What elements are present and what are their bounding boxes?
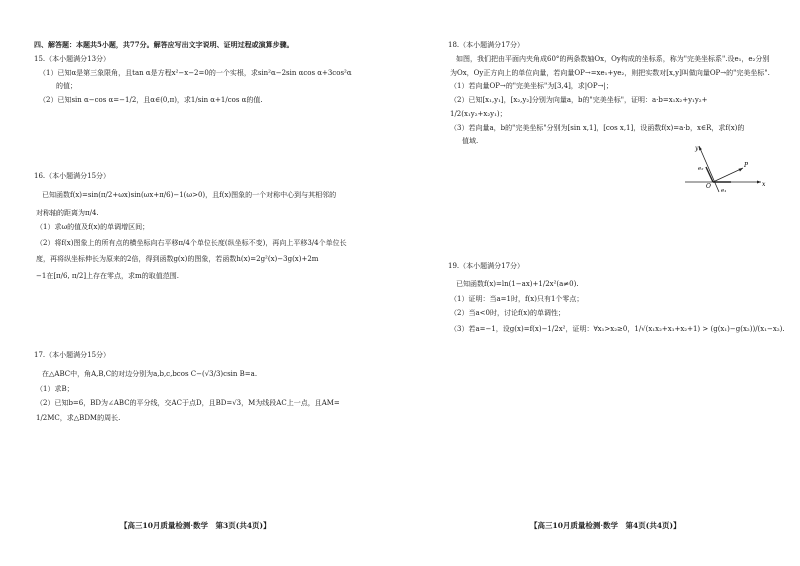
question-15 [34,55,352,105]
q16-part2-line1: （2）将f(x)图象上的所有点的横坐标向右平移π/4个单位长度(纵坐标不变)，再向上平移3/4个单位长 [36,239,347,247]
x-axis-arrow [757,181,761,184]
q17-part1: （1）求B； [36,384,74,393]
q19-line1: 已知函数f(x)=ln(1−ax)+1/2x²(a≠0). [456,279,579,288]
x-axis-label: x [762,181,766,188]
q18-part3-line2: 值域. [462,137,479,146]
q16-part2-line2: 度，再将纵坐标伸长为原来的2倍，得到函数g(x)的图象，若函数h(x)=2g²(x)−3g(x)+2m [36,254,319,263]
q17-part2-line1: （2）已知b=6，BD为∠ABC的平分线，交AC于点D，且BD=√3，M为线段AC上一点，且AM= [36,399,340,408]
q19-part3: （3）若a=−1，设g(x)=f(x)−1/2x²，证明：∀x₁>x₂≥0，1/√(x₁x₂+x₁+x₂+1) > (g(x₁)−g(x₂))/(x₁−x₂). [450,325,785,333]
q18-line1: 如图，我们把由平面内夹角成60°的两条数轴Ox，Oy构成的坐标系，称为"完美坐标系".设e₁，e₂分别 [456,54,770,63]
q16-title: 16.（本小题满分15分） [34,172,111,180]
q16-part1: （1）求ω的值及f(x)的单调增区间； [36,223,150,232]
q16-line2: 对称轴的距离为π/4. [36,208,99,217]
q16-line1: 已知函数f(x)=sin(π/2+ωx)sin(ωx+π/6)−1(ω>0)，且f(x)图象的一个对称中心到与其相邻的 [42,190,337,199]
q18-part1: （1）若向量OP→的"完美坐标"为[3,4]，求|OP→|； [450,82,613,91]
exam-page-4 [400,0,800,566]
question-17 [34,351,340,423]
q15-part1-line1: （1）已知α是第三象限角，且tan α是方程x²−x−2=0的一个实根，求sin²α−2sin αcos α+3cos²α [39,68,352,77]
q18-part2-line1: （2）已知[x₁,y₁]，[x₂,y₂]分别为向量a，b的"完美坐标"，证明：a·b=x₁x₂+y₁y₂+ [450,96,708,104]
e2-label: e₂ [698,166,704,172]
section-header: 四、解答题：本题共5小题，共77分。解答应写出文字说明、证明过程或演算步骤。 [34,40,294,49]
p-label: P [744,162,749,169]
q19-title: 19.（本小题满分17分） [448,262,525,270]
q16-part2-line3: −1在[π/6, π/2]上存在零点，求m的取值范围. [36,271,179,280]
op-arrow [739,168,744,172]
q19-part2: （2）当a<0时，讨论f(x)的单调性； [450,309,565,318]
op-vector [713,168,743,182]
q17-line1: 在△ABC中，角A,B,C的对边分别为a,b,c,bcos C−(√3/3)csin B=a. [42,369,258,378]
page-footer-left: 【高三10月质量检测·数学 第3页(共4页)】 [120,521,271,530]
q15-part1-line2: 的值； [56,81,77,90]
q15-title: 15.（本小题满分13分） [34,55,111,63]
q19-part1: （1）证明：当a=1时，f(x)只有1个零点； [450,294,584,303]
question-16 [34,172,347,280]
y-axis-label: y [695,145,699,152]
question-19 [448,262,785,334]
perfect-coordinate-figure [685,140,765,200]
origin-label: O [706,183,711,190]
q18-line2: 为Ox，Oy正方向上的单位向量，若向量OP→=xe₁+ye₂，则把实数对[x,y]叫做向量OP→的"完美坐标". [450,68,770,77]
q17-title: 17.（本小题满分15分） [34,351,111,359]
q15-part2: （2）已知sin α−cos α=−1/2，且α∈(0,π)，求1/sin α+1/cos α的值. [39,96,263,105]
q18-part3-line1: （3）若向量a，b的"完美坐标"分别为[sin x,1]，[cos x,1]，设函数f(x)=a·b，x∈R，求f(x)的 [450,123,745,132]
e1-label: e₁ [721,188,727,194]
question-18 [448,41,770,146]
y-axis-arrow [699,146,702,151]
q17-part2-line2: 1/2MC，求△BDM的周长. [36,414,121,422]
q18-title: 18.（本小题满分17分） [448,41,525,49]
page-footer-right: 【高三10月质量检测·数学 第4页(共4页)】 [530,521,681,530]
q18-part2-line2: 1/2(x₁y₂+x₂y₁)； [450,109,507,118]
